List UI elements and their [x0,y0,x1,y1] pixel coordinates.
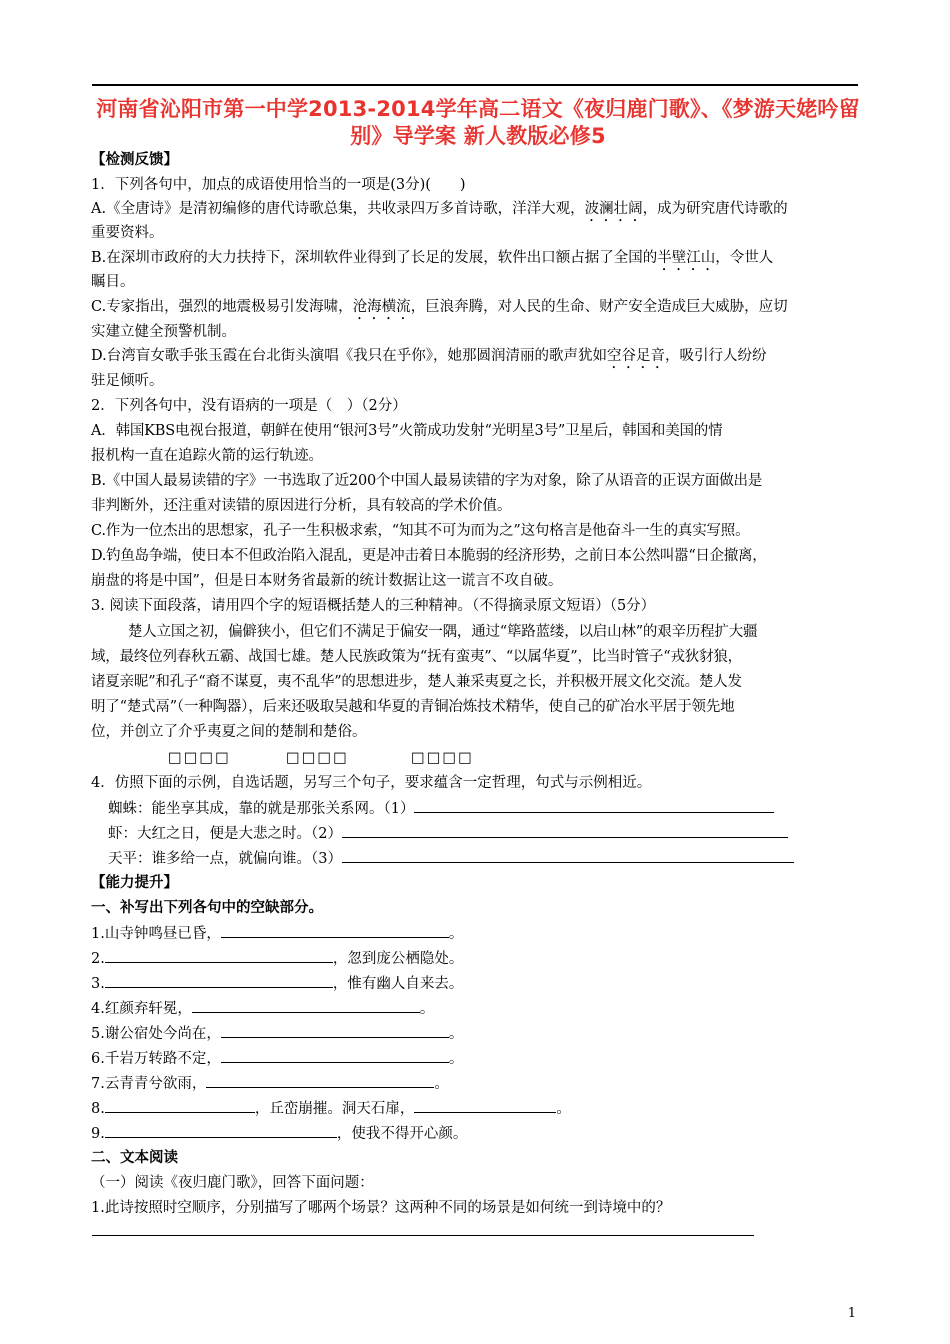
passage-line-2: 域，最终位列春秋五霸、战国七雄。楚人民族政策为“抚有蛮夷”、“以属华夏”，比当时管子“戎狄豺狼， [91,649,742,665]
answer-blank[interactable] [414,798,774,813]
question-3: 3. 阅读下面段落，请用四个字的短语概括楚人的三种精神。（不得摘录原文短语）（5分） [91,598,656,614]
q1-option-a: A.《全唐诗》是清初编修的唐代诗歌总集，共收录四万多首诗歌，洋洋大观，波澜壮阔，成为研究唐代诗歌的 [91,201,788,217]
emphasized-idiom: 波澜壮阔 [584,201,643,217]
emphasized-idiom: 半壁江山 [657,250,716,266]
page-number: 1 [847,1306,856,1321]
q1-option-d: D.台湾盲女歌手张玉霞在台北街头演唱《我只在乎你》，她那圆润清丽的歌声犹如空谷足音，吸引行人纷纷 [91,348,767,364]
question-4: 4．仿照下面的示例，自选话题，另写三个句子，要求蕴含一定哲理，句式与示例相近。 [91,775,652,791]
fill-3: 3. ，惟有幽人自来去。 [91,973,463,994]
answer-box-3[interactable]: □□□□ [411,750,474,766]
section-heading-feedback: 【检测反馈】 [91,152,178,168]
q2-option-c: C.作为一位杰出的思想家，孔子一生积极求索，“知其不可为而为之”这句格言是他奋斗一生的真实写照。 [91,523,750,539]
emphasized-idiom: 沧海横流 [352,299,411,315]
passage-line-5: 位，并创立了介乎夷夏之间的楚制和楚俗。 [91,724,367,740]
fill-9: 9. ，使我不得开心颜。 [91,1123,467,1144]
q1-option-a-cont: 重要资料。 [91,225,164,241]
example-shrimp: 虾：大红之日，便是大悲之时。（2） [108,823,788,844]
subheading-text-reading: 二、文本阅读 [91,1150,178,1166]
fill-2: 2. ，忽到庞公栖隐处。 [91,948,463,969]
top-rule [92,84,858,86]
fill-1: 1.山寺钟鸣昼已昏， 。 [91,923,463,944]
passage-line-3: 诸夏亲昵”和孔子“裔不谋夏，夷不乱华”的思想进步，楚人兼采夷夏之长，并积极开展文化交流。楚人发 [91,674,742,690]
passage-line-4: 明了“楚式鬲”（一种陶器），后来还吸取吴越和华夏的青铜冶炼技术精华，使自己的矿冶水平居于领先地 [91,699,735,715]
q1-option-b-cont: 瞩目。 [91,274,135,290]
answer-blank[interactable] [414,1098,556,1113]
fill-7: 7.云青青兮欲雨， 。 [91,1073,449,1094]
answer-line[interactable] [92,1235,754,1236]
q2-option-b: B.《中国人最易读错的字》一书选取了近200个中国人最易读错的字为对象，除了从语音的正误方面做出是 [91,473,763,489]
title-line-1: 河南省沁阳市第一中学2013-2014学年高二语文《夜归鹿门歌》、《梦游天姥吟留 [96,97,860,121]
q1-option-d-cont: 驻足倾听。 [91,373,164,389]
q2-option-d: D.钓鱼岛争端，使日本不但政治陷入混乱，更是冲击着日本脆弱的经济形势，之前日本公然叫嚣“日企撤离， [91,548,767,564]
answer-blank[interactable] [342,823,788,838]
subheading-fill-blanks: 一、补写出下列各句中的空缺部分。 [91,900,323,916]
section-heading-improve: 【能力提升】 [91,875,178,891]
answer-blank[interactable] [105,948,333,963]
q1-option-c: C.专家指出，强烈的地震极易引发海啸，沧海横流，巨浪奔腾，对人民的生命、财产安全造成巨大威胁，应切 [91,299,788,315]
answer-blank[interactable] [105,973,333,988]
answer-blank[interactable] [342,848,794,863]
question-2: 2．下列各句中，没有语病的一项是（ ）（2分） [91,398,407,414]
answer-blank[interactable] [221,1048,449,1063]
fill-6: 6.千岩万转路不定， 。 [91,1048,463,1069]
fill-4: 4.红颜弃轩冕， 。 [91,998,434,1019]
answer-blank[interactable] [105,1098,255,1113]
q2-option-a-cont: 报机构一直在追踪火箭的运行轨迹。 [91,448,323,464]
q2-option-d-cont: 崩盘的将是中国”，但是日本财务省最新的统计数据让这一谎言不攻自破。 [91,573,563,589]
document-title [88,96,868,150]
reading-question-1: 1.此诗按照时空顺序，分别描写了哪两个场景？这两种不同的场景是如何统一到诗境中的？ [91,1200,671,1216]
answer-blank[interactable] [221,1023,449,1038]
q2-option-a: A．韩国KBS电视台报道，朝鲜在使用“银河3号”火箭成功发射“光明星3号”卫星后，韩国和美国的情 [91,423,723,439]
emphasized-idiom: 空谷足音 [606,348,665,364]
example-spider: 蜘蛛：能坐享其成，靠的就是那张关系网。（1） [108,798,774,819]
answer-blank[interactable] [192,998,420,1013]
answer-blank[interactable] [221,923,449,938]
title-line-2: 别》导学案 新人教版必修5 [350,124,606,148]
fill-5: 5.谢公宿处今尚在， 。 [91,1023,463,1044]
passage-line-1: 楚人立国之初，偏僻狭小，但它们不满足于偏安一隅，通过“筚路蓝缕，以启山林”的艰辛历程扩大疆 [128,624,758,640]
question-1: 1．下列各句中，加点的成语使用恰当的一项是(3分)( ) [91,177,466,193]
q1-option-b: B.在深圳市政府的大力扶持下，深圳软件业得到了长足的发展，软件出口额占据了全国的半壁江山，令世人 [91,250,774,266]
q2-option-b-cont: 非判断外，还注重对读错的原因进行分析，具有较高的学术价值。 [91,498,512,514]
fill-8: 8. ，丘峦崩摧。洞天石扉， 。 [91,1098,571,1119]
q1-option-c-cont: 实建立健全预警机制。 [91,324,236,340]
answer-box-1[interactable]: □□□□ [168,750,231,766]
answer-blank[interactable] [206,1073,434,1088]
reading-instruction: （一）阅读《夜归鹿门歌》，回答下面问题： [91,1175,374,1191]
answer-box-2[interactable]: □□□□ [286,750,349,766]
answer-blank[interactable] [105,1123,337,1138]
example-scale: 天平：谁多给一点，就偏向谁。（3） [108,848,794,869]
